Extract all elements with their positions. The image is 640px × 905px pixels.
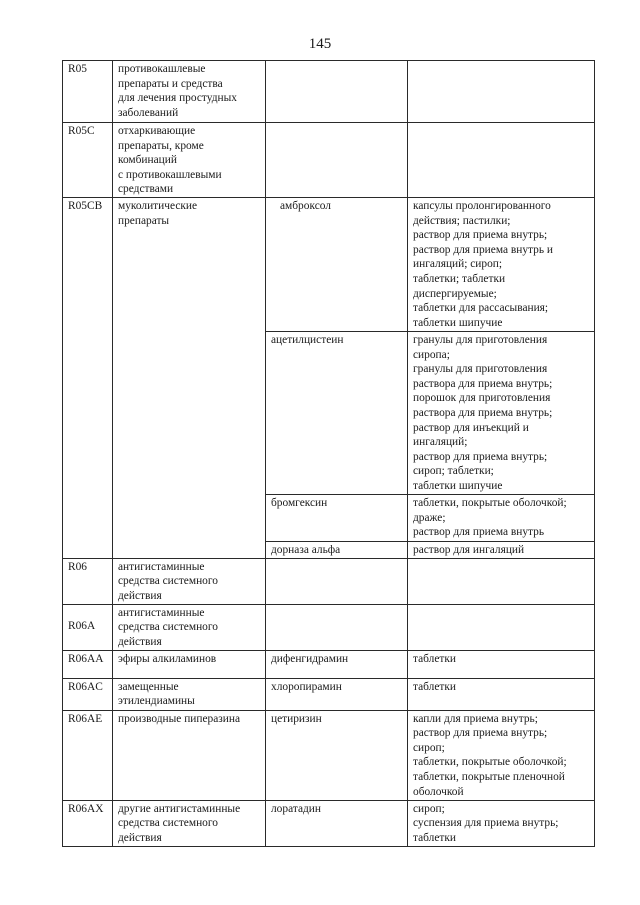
- group-cell: [113, 800, 266, 846]
- group-cell: [113, 123, 266, 198]
- table-row: [63, 710, 595, 800]
- drug-cell: [266, 198, 408, 332]
- group-cell: [113, 604, 266, 650]
- atc-code: R06AE: [68, 712, 103, 725]
- atc-code: R05: [68, 63, 87, 75]
- drug-cell: [266, 650, 408, 678]
- group-name: муколитические препараты: [118, 200, 198, 227]
- form-cell: [408, 495, 595, 542]
- group-name: другие антигистаминные средства системного действия: [118, 802, 241, 844]
- atc-code-cell: [63, 650, 113, 678]
- drug-name: ацетилцистеин: [271, 334, 344, 346]
- form-cell: [408, 123, 595, 198]
- form-cell: [408, 61, 595, 123]
- dosage-forms: таблетки: [413, 652, 457, 665]
- table-row: [63, 558, 595, 604]
- atc-code-cell: [63, 558, 113, 604]
- atc-code: R05C: [68, 125, 95, 137]
- drug-cell: [266, 495, 408, 542]
- drug-cell: [266, 800, 408, 846]
- group-name: антигистаминные средства системного действия: [118, 606, 218, 648]
- form-cell: [408, 542, 595, 559]
- drug-cell: [266, 710, 408, 800]
- group-name: антигистаминные средства системного действия: [118, 560, 218, 602]
- atc-code-cell: [63, 198, 113, 559]
- atc-code: R06A: [68, 619, 96, 632]
- form-cell: [408, 332, 595, 495]
- drug-cell: [266, 332, 408, 495]
- drug-cell: [266, 558, 408, 604]
- atc-code: R05CB: [68, 200, 103, 212]
- table-row: [63, 123, 595, 198]
- drug-name: хлоропирамин: [271, 680, 342, 693]
- group-name: эфиры алкиламинов: [118, 652, 217, 665]
- dosage-forms: капсулы пролонгированного действия; пастилки; раствор для приема внутрь; раствор для приема внутрь и ингаляций; сироп; таблетки; таблетки диспергируемые; таблетки для рассасывания; таблетки шипучие: [413, 200, 553, 329]
- table-row: [63, 604, 595, 650]
- table-row: [63, 800, 595, 846]
- page-number: 145: [308, 36, 332, 52]
- drug-cell: [266, 604, 408, 650]
- group-cell: [113, 678, 266, 710]
- form-cell: [408, 650, 595, 678]
- group-name: производные пиперазина: [118, 712, 241, 725]
- dosage-forms: раствор для ингаляций: [413, 544, 525, 556]
- drug-cell: [266, 61, 408, 123]
- form-cell: [408, 800, 595, 846]
- drug-name: амброксол: [280, 200, 331, 212]
- group-cell: [113, 650, 266, 678]
- form-cell: [408, 558, 595, 604]
- drug-name: лоратадин: [271, 802, 321, 815]
- group-cell: [113, 558, 266, 604]
- table-row: [63, 650, 595, 678]
- drug-name: бромгексин: [271, 497, 328, 509]
- drug-cell: [266, 123, 408, 198]
- drug-name: дифенгидрамин: [271, 652, 349, 665]
- atc-code-cell: [63, 123, 113, 198]
- form-cell: [408, 198, 595, 332]
- dosage-forms: капли для приема внутрь; раствор для приема внутрь; сироп; таблетки, покрытые оболочкой; таблетки, покрытые пленочной оболочкой: [413, 712, 567, 798]
- drug-classification-table: [62, 60, 595, 847]
- atc-code-cell: [63, 800, 113, 846]
- form-cell: [408, 604, 595, 650]
- atc-code: R06AX: [68, 802, 104, 815]
- atc-code-cell: [63, 678, 113, 710]
- group-name: противокашлевые препараты и средства для лечения простудных заболеваний: [118, 63, 237, 119]
- group-cell: [113, 198, 266, 559]
- group-name: отхаркивающие препараты, кроме комбинаций с противокашлевыми средствами: [118, 125, 222, 196]
- dosage-forms: таблетки: [413, 680, 457, 693]
- atc-code: R06AA: [68, 652, 104, 665]
- form-cell: [408, 678, 595, 710]
- drug-cell: [266, 678, 408, 710]
- form-cell: [408, 710, 595, 800]
- drug-name: дорназа альфа: [271, 544, 341, 556]
- table-row: [63, 198, 595, 332]
- atc-code: R06AC: [68, 680, 103, 693]
- atc-code-cell: [63, 710, 113, 800]
- atc-code-cell: [63, 61, 113, 123]
- group-name: замещенные этилендиамины: [118, 680, 195, 708]
- atc-code-cell: [63, 604, 113, 650]
- atc-code: R06: [68, 560, 87, 573]
- dosage-forms: сироп; суспензия для приема внутрь; таблетки: [413, 802, 559, 844]
- dosage-forms: гранулы для приготовления сиропа; гранулы для приготовления раствора для приема внутрь; порошок для приготовления раствора для приема внутрь; раствор для инъекций и ингаляций; раствор для приема внутрь; сироп; таблетки; таблетки шипучие: [413, 334, 553, 492]
- group-cell: [113, 61, 266, 123]
- drug-name: цетиризин: [271, 712, 322, 725]
- table-row: [63, 678, 595, 710]
- group-cell: [113, 710, 266, 800]
- table-row: [63, 61, 595, 123]
- dosage-forms: таблетки, покрытые оболочкой; драже; раствор для приема внутрь: [413, 497, 567, 539]
- drug-cell: [266, 542, 408, 559]
